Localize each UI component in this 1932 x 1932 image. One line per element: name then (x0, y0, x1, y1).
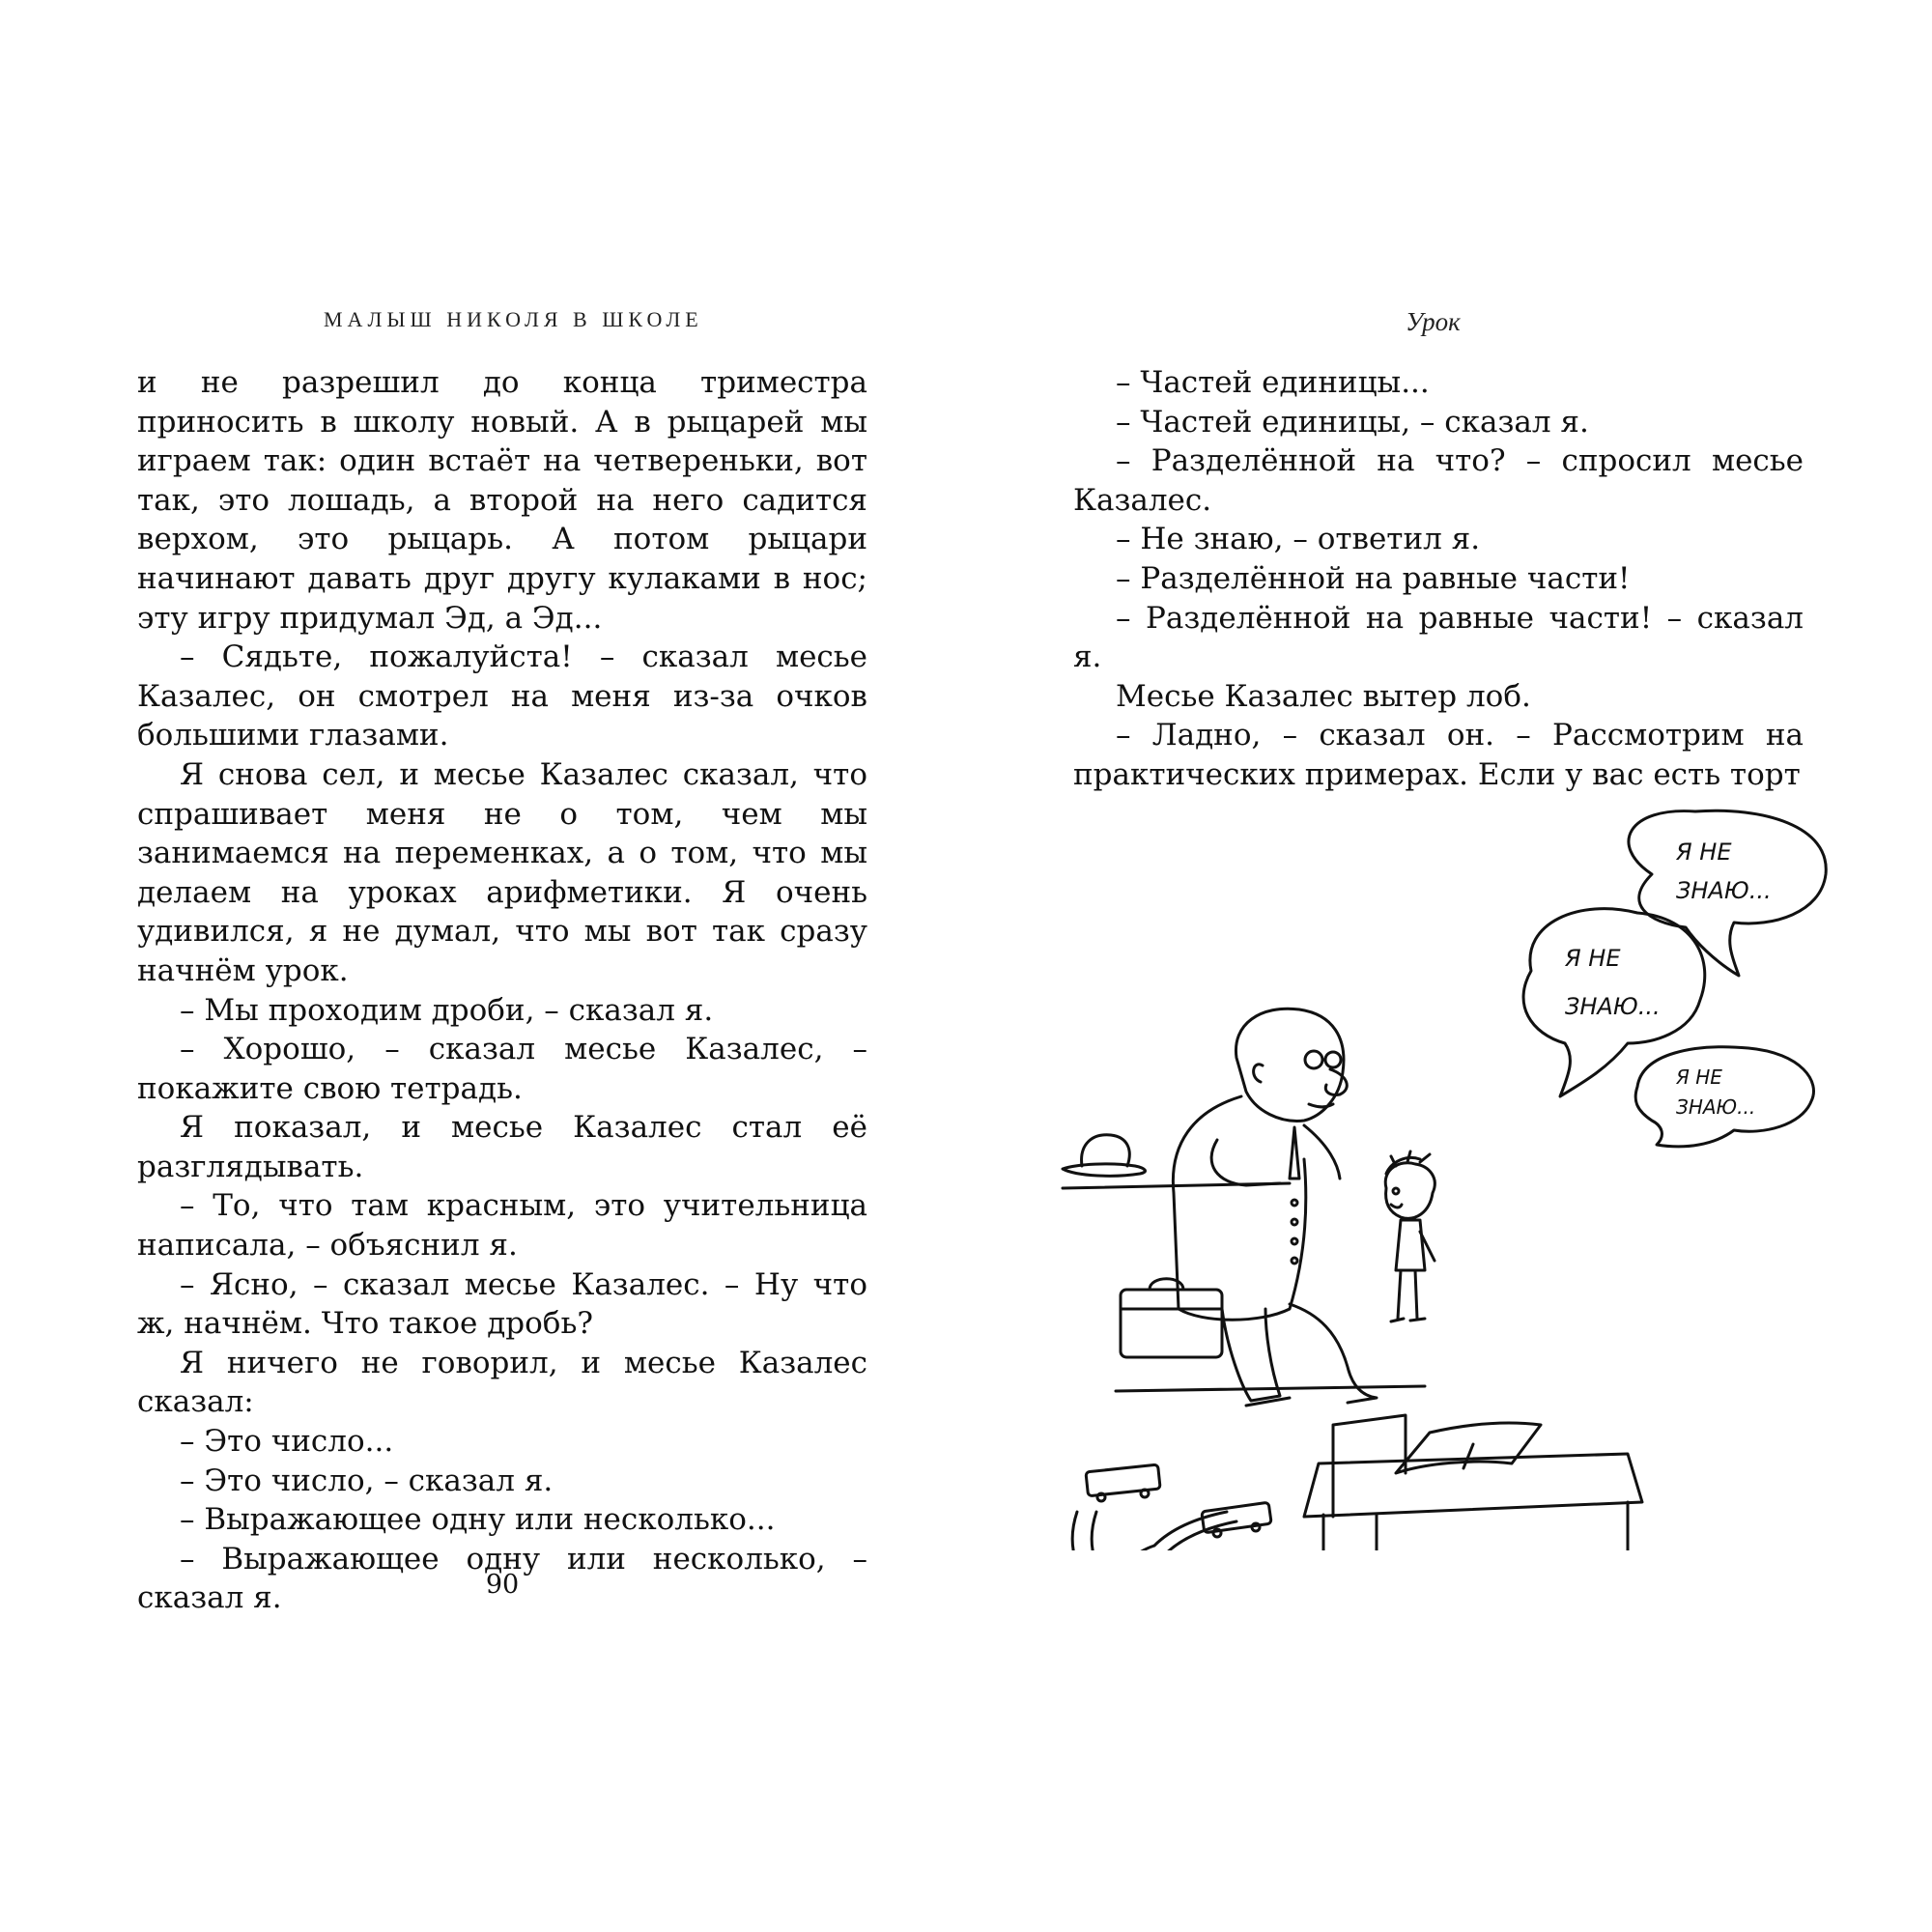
bubble-line-2: ЗНАЮ... (1676, 877, 1772, 904)
page-number: 90 (485, 1570, 520, 1600)
paragraph: – Разделённой на равные части! – сказал я. (1073, 600, 1804, 675)
paragraph: – Выражающее одну или несколько... (180, 1502, 776, 1538)
boy-figure (1385, 1151, 1435, 1321)
bubble-line-2: ЗНАЮ... (1676, 1095, 1756, 1119)
paragraph: – Сядьте, пожалуйста! – сказал месье Казалес, он смотрел на меня из-за очков большими глазами. (137, 639, 867, 753)
hat-icon (1063, 1135, 1145, 1177)
bubble-line-1: Я НЕ (1565, 945, 1621, 972)
running-head-right: Урок (1406, 307, 1461, 336)
paragraph: – Ясно, – сказал месье Казалес. – Ну что ж, начнём. Что такое дробь? (137, 1266, 867, 1342)
paragraph: – Не знаю, – ответил я. (1116, 522, 1481, 557)
floor-line (1116, 1386, 1425, 1391)
right-page-text (1073, 363, 1804, 795)
paragraph: – Частей единицы... (1116, 365, 1430, 400)
bubble-line-2: ЗНАЮ... (1565, 993, 1661, 1020)
paragraph: – Разделённой на равные части! (1116, 560, 1631, 596)
classroom-illustration (1058, 807, 1850, 1550)
paragraph: – То, что там красным, это учительница написала, – объяснил я. (137, 1188, 867, 1264)
bubble-line-1: Я НЕ (1676, 1065, 1722, 1089)
bubble-line-1: Я НЕ (1676, 838, 1732, 866)
paragraph: – Частей единицы, – сказал я. (1116, 404, 1589, 440)
paragraph: – Ладно, – сказал он. – Рассмотрим на практических примерах. Если у вас есть торт (1073, 718, 1804, 792)
desk-icon (1304, 1415, 1642, 1550)
paragraph: Я снова сел, и месье Казалес сказал, что спрашивает меня не о том, чем мы занимаемся на переменках, а о том, что мы делаем на уроках арифметики. Я очень удивился, я не думал, что мы вот так сразу начнём урок. (137, 756, 867, 988)
paragraph: – Разделённой на что? – спросил месье Казалес. (1073, 443, 1804, 518)
paragraph: – Это число... (180, 1424, 394, 1460)
paragraph: – Хорошо, – сказал месье Казалес, – покажите свою тетрадь. (137, 1032, 867, 1106)
left-page-text (137, 363, 867, 1618)
paragraph: – Это число, – сказал я. (180, 1463, 554, 1498)
paragraph: – Мы проходим дроби, – сказал я. (180, 992, 714, 1028)
paragraph: Месье Казалес вытер лоб. (1116, 678, 1531, 714)
paragraph: Я ничего не говорил, и месье Казалес сказал: (137, 1345, 867, 1420)
teacher-figure (1173, 1009, 1377, 1406)
speech-bubble (1635, 1047, 1813, 1147)
speech-bubble (1629, 810, 1826, 976)
paragraph: и не разрешил до конца триместра приносить в школу новый. А в рыцарей мы играем так: один встаёт на четвереньки, вот так, это лошадь, а второй на него садится верхом, это рыцарь. А потом рыцари начинают давать друг другу кулаками в нос; эту игру придумал Эд, а Эд... (137, 365, 867, 636)
paragraph: – Выражающее одну или несколько, – сказал я. (137, 1541, 867, 1616)
paragraph: Я показал, и месье Казалес стал её разглядывать. (137, 1110, 867, 1184)
running-head-left: МАЛЫШ НИКОЛЯ В ШКОЛЕ (324, 307, 703, 331)
toy-train-icon (1072, 1464, 1271, 1550)
